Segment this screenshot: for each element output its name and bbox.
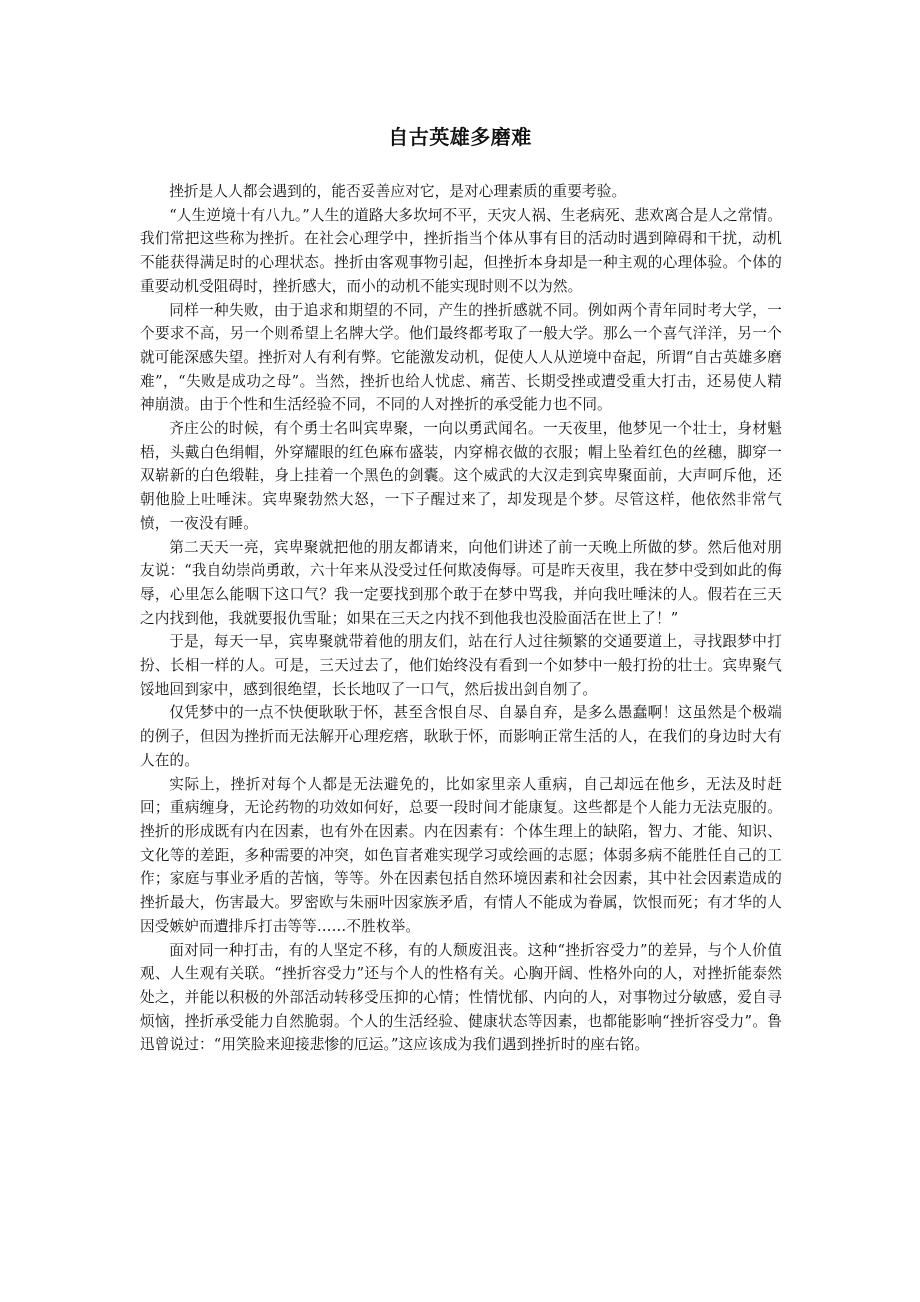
paragraph: 于是，每天一早，宾卑聚就带着他的朋友们，站在行人过往频繁的交通要道上，寻找跟梦中打扮、长相一样的人。可是，三天过去了，他们始终没有看到一个如梦中一般打扮的壮士。宾卑聚气馁地回到家中，感到很绝望，长长地叹了一口气，然后拔出剑自刎了。 — [140, 633, 782, 698]
paragraph: 第二天天一亮，宾卑聚就把他的朋友都请来，向他们讲述了前一天晚上所做的梦。然后他对朋友说：“我自幼崇尚勇敢，六十年来从没受过任何欺凌侮辱。可是昨天夜里，我在梦中受到如此的侮辱，心里怎么能咽下这口气？我一定要找到那个敢于在梦中骂我，并向我吐唾沫的人。假若在三天之内找到他，我就要报仇雪耻；如果在三天之内找不到他我也没脸面活在世上了！” — [140, 538, 782, 627]
paragraph: 齐庄公的时候，有个勇士名叫宾卑聚，一向以勇武闻名。一天夜里，他梦见一个壮士，身材魁梧，头戴白色绢帽，外穿耀眼的红色麻布盛装，内穿棉衣做的衣服；帽上坠着红色的丝穗，脚穿一双崭新的白色缎鞋，身上挂着一个黑色的剑囊。这个威武的大汉走到宾卑聚面前，大声呵斥他，还朝他脸上吐唾沫。宾卑聚勃然大怒，一下子醒过来了，却发现是个梦。尽管这样，他依然非常气愤，一夜没有睡。 — [140, 420, 782, 532]
paragraph: 仅凭梦中的一点不快便耿耿于怀，甚至含恨自尽、自暴自弃，是多么愚蠢啊！这虽然是个极端的例子，但因为挫折而无法解开心理疙瘩，耿耿于怀，而影响正常生活的人，在我们的身边时大有人在的。 — [140, 704, 782, 769]
paragraph: 面对同一种打击，有的人坚定不移，有的人颓废沮丧。这种“挫折容受力”的差异，与个人价值观、人生观有关联。“挫折容受力”还与个人的性格有关。心胸开阔、性格外向的人，对挫折能泰然处之，并能以积极的外部活动转移受压抑的心情；性情忧郁、内向的人，对事物过分敏感，爱自寻烦恼，挫折承受能力自然脆弱。个人的生活经验、健康状态等因素，也都能影响“挫折容受力”。鲁迅曾说过：“用笑脸来迎接悲惨的厄运。”这应该成为我们遇到挫折时的座右铭。 — [140, 941, 782, 1054]
paragraph: 实际上，挫折对每个人都是无法避免的，比如家里亲人重病，自己却远在他乡，无法及时赶回；重病缠身，无论药物的功效如何好，总要一段时间才能康复。这些都是个人能力无法克服的。挫折的形成既有内在因素，也有外在因素。内在因素有：个体生理上的缺陷，智力、才能、知识、文化等的差距，多种需要的冲突，如色盲者难实现学习或绘画的志愿；体弱多病不能胜任自己的工作；家庭与事业矛盾的苦恼，等等。外在因素包括自然环境因素和社会因素，其中社会因素造成的挫折最大，伤害最大。罗密欧与朱丽叶因家族矛盾，有情人不能成为眷属，饮恨而死；有才华的人因受嫉妒而遭排斥打击等等……不胜枚举。 — [140, 775, 782, 935]
document-body — [140, 180, 782, 1057]
document-title: 自古英雄多磨难 — [388, 125, 532, 149]
paragraph: “人生逆境十有八九。”人生的道路大多坎坷不平，天灾人祸、生老病死、悲欢离合是人之常情。我们常把这些称为挫折。在社会心理学中，挫折指当个体从事有目的活动时遇到障碍和干扰，动机不能获得满足时的心理状态。挫折由客观事物引起，但挫折本身却是一种主观的心理体验。个体的重要动机受阻碍时，挫折感大，而小的动机不能实现时则不以为然。 — [140, 206, 782, 295]
paragraph: 同样一种失败，由于追求和期望的不同，产生的挫折感就不同。例如两个青年同时考大学，一个要求不高，另一个则希望上名牌大学。他们最终都考取了一般大学。那么一个喜气洋洋，另一个就可能深感失望。挫折对人有利有弊。它能激发动机，促使人人从逆境中奋起，所谓“自古英雄多磨难”，“失败是成功之母”。当然，挫折也给人忧虑、痛苦、长期受挫或遭受重大打击，还易使人精神崩溃。由于个性和生活经验不同，不同的人对挫折的承受能力也不同。 — [140, 301, 782, 414]
paragraph: 挫折是人人都会遇到的，能否妥善应对它，是对心理素质的重要考验。 — [169, 183, 627, 200]
